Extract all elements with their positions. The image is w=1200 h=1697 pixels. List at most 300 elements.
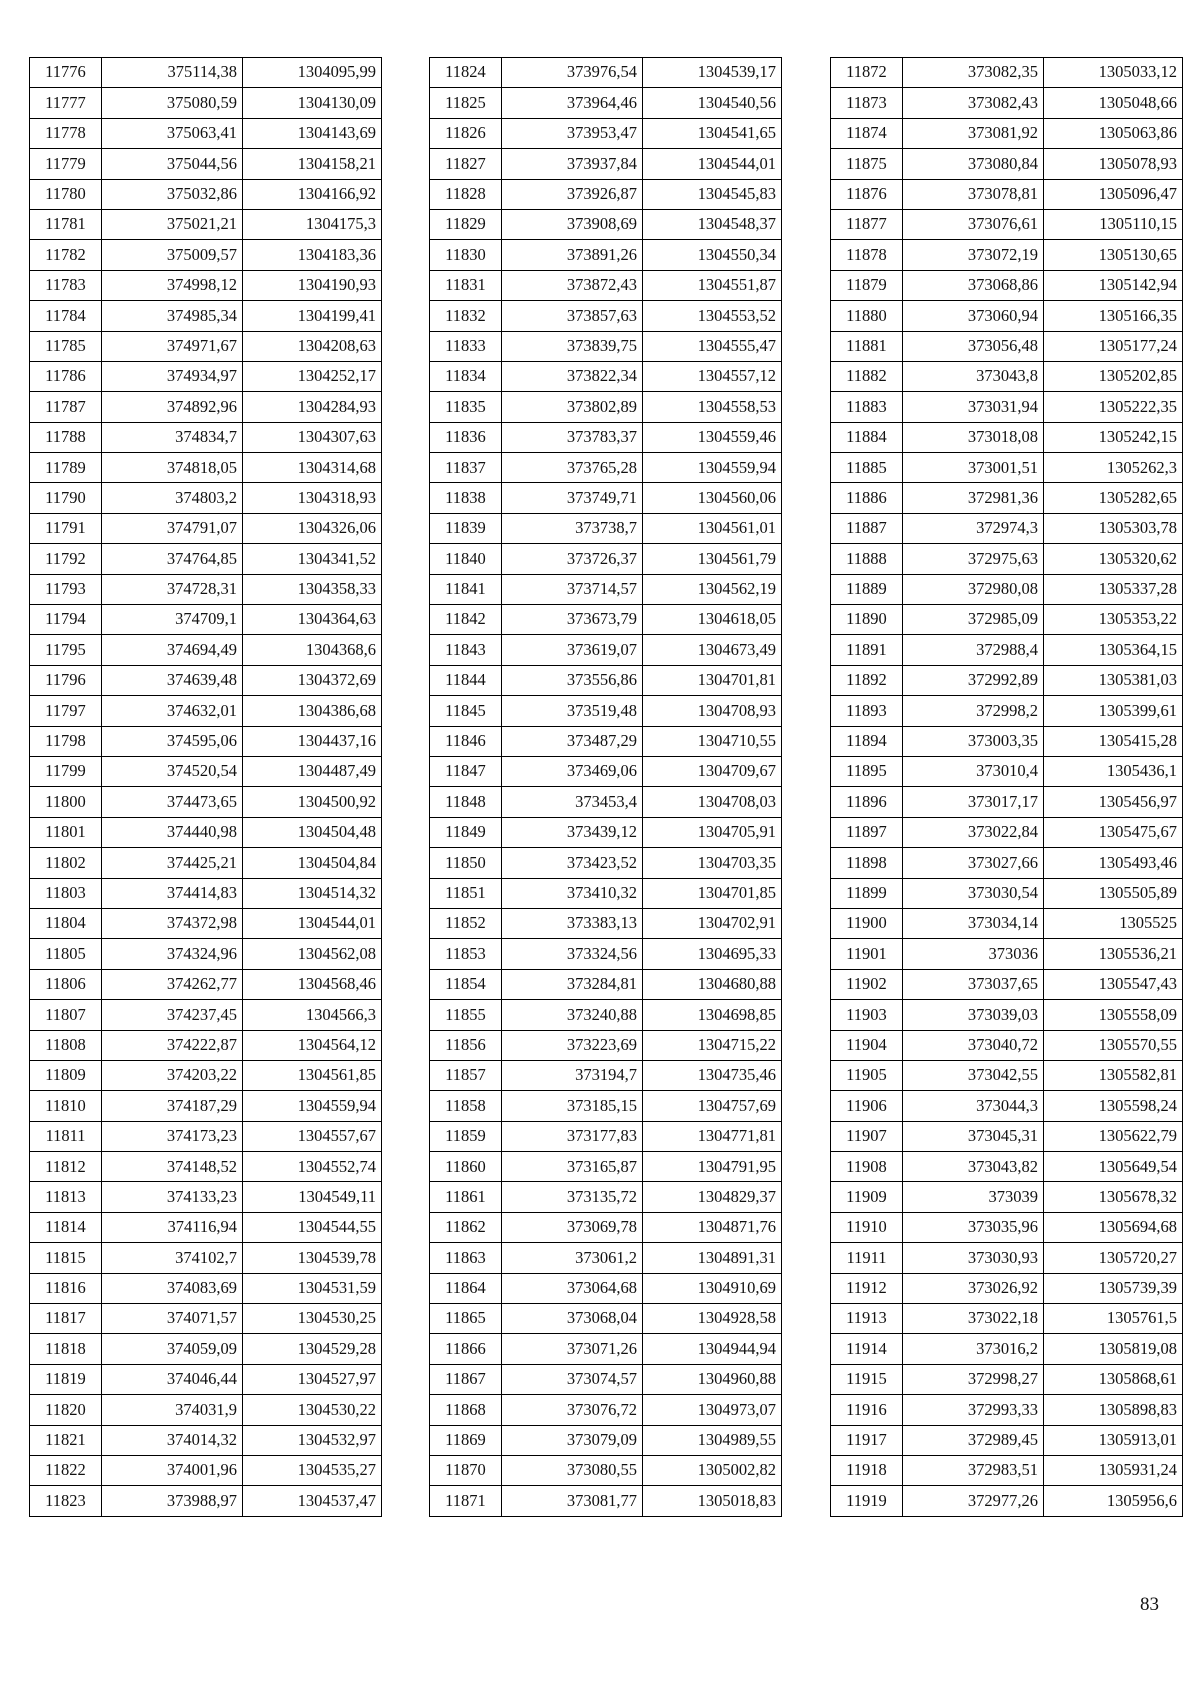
y-coordinate: 1305096,47 <box>1044 179 1183 209</box>
y-coordinate: 1305320,62 <box>1044 544 1183 574</box>
table-row <box>831 118 1183 148</box>
point-number: 11890 <box>831 605 903 635</box>
point-number: 11820 <box>30 1395 102 1425</box>
table-row <box>831 1212 1183 1242</box>
point-number: 11855 <box>430 1000 502 1030</box>
point-number: 11877 <box>831 209 903 239</box>
point-number: 11830 <box>430 240 502 270</box>
table-row <box>30 1030 382 1060</box>
point-number: 11795 <box>30 635 102 665</box>
point-number: 11840 <box>430 544 502 574</box>
x-coordinate: 373079,09 <box>502 1425 643 1455</box>
x-coordinate: 373074,57 <box>502 1364 643 1394</box>
y-coordinate: 1305570,55 <box>1044 1030 1183 1060</box>
y-coordinate: 1305202,85 <box>1044 361 1183 391</box>
x-coordinate: 374324,96 <box>102 939 243 969</box>
y-coordinate: 1304549,11 <box>243 1182 382 1212</box>
y-coordinate: 1304771,81 <box>643 1121 782 1151</box>
table-body <box>831 58 1183 1517</box>
table-row <box>430 58 782 88</box>
x-coordinate: 372981,36 <box>903 483 1044 513</box>
y-coordinate: 1304548,37 <box>643 209 782 239</box>
x-coordinate: 374102,7 <box>102 1243 243 1273</box>
table-body <box>30 58 382 1517</box>
y-coordinate: 1305381,03 <box>1044 665 1183 695</box>
table-row <box>30 817 382 847</box>
point-number: 11792 <box>30 544 102 574</box>
x-coordinate: 372989,45 <box>903 1425 1044 1455</box>
x-coordinate: 373022,84 <box>903 817 1044 847</box>
x-coordinate: 374834,7 <box>102 422 243 452</box>
point-number: 11853 <box>430 939 502 969</box>
x-coordinate: 373891,26 <box>502 240 643 270</box>
table-row <box>30 179 382 209</box>
x-coordinate: 373030,54 <box>903 878 1044 908</box>
point-number: 11871 <box>430 1486 502 1516</box>
x-coordinate: 374071,57 <box>102 1304 243 1334</box>
point-number: 11900 <box>831 908 903 938</box>
point-number: 11780 <box>30 179 102 209</box>
table-row <box>430 392 782 422</box>
x-coordinate: 373064,68 <box>502 1273 643 1303</box>
table-row <box>430 1060 782 1090</box>
y-coordinate: 1304541,65 <box>643 118 782 148</box>
y-coordinate: 1304705,91 <box>643 817 782 847</box>
y-coordinate: 1305582,81 <box>1044 1060 1183 1090</box>
x-coordinate: 373082,43 <box>903 88 1044 118</box>
point-number: 11850 <box>430 848 502 878</box>
y-coordinate: 1304208,63 <box>243 331 382 361</box>
point-number: 11891 <box>831 635 903 665</box>
y-coordinate: 1304530,22 <box>243 1395 382 1425</box>
point-number: 11785 <box>30 331 102 361</box>
x-coordinate: 374803,2 <box>102 483 243 513</box>
table-row <box>30 1486 382 1516</box>
table-row <box>831 240 1183 270</box>
x-coordinate: 373072,19 <box>903 240 1044 270</box>
point-number: 11822 <box>30 1455 102 1485</box>
table-row <box>30 1212 382 1242</box>
table-row <box>831 483 1183 513</box>
table-row <box>831 1395 1183 1425</box>
y-coordinate: 1304562,19 <box>643 574 782 604</box>
point-number: 11919 <box>831 1486 903 1516</box>
table-row <box>430 361 782 391</box>
table-row <box>30 1273 382 1303</box>
table-row <box>430 1486 782 1516</box>
point-number: 11882 <box>831 361 903 391</box>
y-coordinate: 1304540,56 <box>643 88 782 118</box>
x-coordinate: 374237,45 <box>102 1000 243 1030</box>
point-number: 11829 <box>430 209 502 239</box>
y-coordinate: 1305364,15 <box>1044 635 1183 665</box>
y-coordinate: 1304284,93 <box>243 392 382 422</box>
table-row <box>30 848 382 878</box>
x-coordinate: 374639,48 <box>102 665 243 695</box>
x-coordinate: 373017,17 <box>903 787 1044 817</box>
y-coordinate: 1305525 <box>1044 908 1183 938</box>
table-row <box>831 1304 1183 1334</box>
point-number: 11881 <box>831 331 903 361</box>
point-number: 11817 <box>30 1304 102 1334</box>
y-coordinate: 1304504,48 <box>243 817 382 847</box>
x-coordinate: 374595,06 <box>102 726 243 756</box>
point-number: 11873 <box>831 88 903 118</box>
table-row <box>430 483 782 513</box>
table-row <box>430 787 782 817</box>
y-coordinate: 1305456,97 <box>1044 787 1183 817</box>
point-number: 11836 <box>430 422 502 452</box>
x-coordinate: 373194,7 <box>502 1060 643 1090</box>
y-coordinate: 1304680,88 <box>643 969 782 999</box>
point-number: 11842 <box>430 605 502 635</box>
x-coordinate: 373453,4 <box>502 787 643 817</box>
table-row <box>430 1182 782 1212</box>
point-number: 11874 <box>831 118 903 148</box>
point-number: 11918 <box>831 1455 903 1485</box>
y-coordinate: 1305598,24 <box>1044 1091 1183 1121</box>
point-number: 11802 <box>30 848 102 878</box>
x-coordinate: 374440,98 <box>102 817 243 847</box>
y-coordinate: 1304561,79 <box>643 544 782 574</box>
table-row <box>831 179 1183 209</box>
x-coordinate: 374372,98 <box>102 908 243 938</box>
table-row <box>30 1000 382 1030</box>
x-coordinate: 372980,08 <box>903 574 1044 604</box>
point-number: 11884 <box>831 422 903 452</box>
y-coordinate: 1304618,05 <box>643 605 782 635</box>
point-number: 11846 <box>430 726 502 756</box>
y-coordinate: 1305166,35 <box>1044 301 1183 331</box>
y-coordinate: 1304175,3 <box>243 209 382 239</box>
x-coordinate: 373076,72 <box>502 1395 643 1425</box>
y-coordinate: 1304673,49 <box>643 635 782 665</box>
table-row <box>30 88 382 118</box>
table-row <box>831 58 1183 88</box>
x-coordinate: 373908,69 <box>502 209 643 239</box>
table-row <box>831 726 1183 756</box>
table-row <box>430 331 782 361</box>
x-coordinate: 373080,55 <box>502 1455 643 1485</box>
x-coordinate: 373056,48 <box>903 331 1044 361</box>
table-row <box>831 1334 1183 1364</box>
table-row <box>30 605 382 635</box>
y-coordinate: 1304710,55 <box>643 726 782 756</box>
point-number: 11838 <box>430 483 502 513</box>
table-row <box>430 878 782 908</box>
x-coordinate: 373937,84 <box>502 149 643 179</box>
table-row <box>30 787 382 817</box>
table-row <box>430 179 782 209</box>
x-coordinate: 373185,15 <box>502 1091 643 1121</box>
y-coordinate: 1304368,6 <box>243 635 382 665</box>
table-row <box>831 1455 1183 1485</box>
x-coordinate: 373439,12 <box>502 817 643 847</box>
table-row <box>30 483 382 513</box>
x-coordinate: 373469,06 <box>502 756 643 786</box>
point-number: 11790 <box>30 483 102 513</box>
x-coordinate: 373964,46 <box>502 88 643 118</box>
y-coordinate: 1305536,21 <box>1044 939 1183 969</box>
y-coordinate: 1304910,69 <box>643 1273 782 1303</box>
table-row <box>831 1091 1183 1121</box>
x-coordinate: 373068,86 <box>903 270 1044 300</box>
y-coordinate: 1304358,33 <box>243 574 382 604</box>
y-coordinate: 1304537,47 <box>243 1486 382 1516</box>
x-coordinate: 375021,21 <box>102 209 243 239</box>
point-number: 11852 <box>430 908 502 938</box>
y-coordinate: 1305415,28 <box>1044 726 1183 756</box>
y-coordinate: 1305956,6 <box>1044 1486 1183 1516</box>
x-coordinate: 373061,2 <box>502 1243 643 1273</box>
point-number: 11807 <box>30 1000 102 1030</box>
point-number: 11808 <box>30 1030 102 1060</box>
x-coordinate: 373857,63 <box>502 301 643 331</box>
point-number: 11851 <box>430 878 502 908</box>
y-coordinate: 1304568,46 <box>243 969 382 999</box>
point-number: 11915 <box>831 1364 903 1394</box>
table-row <box>30 1364 382 1394</box>
table-row <box>30 301 382 331</box>
point-number: 11867 <box>430 1364 502 1394</box>
y-coordinate: 1304544,01 <box>643 149 782 179</box>
table-row <box>30 392 382 422</box>
y-coordinate: 1305222,35 <box>1044 392 1183 422</box>
y-coordinate: 1304437,16 <box>243 726 382 756</box>
table-row <box>430 1121 782 1151</box>
point-number: 11826 <box>430 118 502 148</box>
y-coordinate: 1304531,59 <box>243 1273 382 1303</box>
table-row <box>430 1395 782 1425</box>
table-row <box>831 1182 1183 1212</box>
table-row <box>30 1425 382 1455</box>
x-coordinate: 373037,65 <box>903 969 1044 999</box>
table-row <box>831 1364 1183 1394</box>
table-row <box>30 331 382 361</box>
point-number: 11783 <box>30 270 102 300</box>
y-coordinate: 1304539,17 <box>643 58 782 88</box>
point-number: 11863 <box>430 1243 502 1273</box>
point-number: 11909 <box>831 1182 903 1212</box>
table-row <box>430 88 782 118</box>
table-row <box>30 1334 382 1364</box>
y-coordinate: 1304559,94 <box>643 453 782 483</box>
point-number: 11859 <box>430 1121 502 1151</box>
x-coordinate: 374148,52 <box>102 1152 243 1182</box>
y-coordinate: 1305558,09 <box>1044 1000 1183 1030</box>
x-coordinate: 373039,03 <box>903 1000 1044 1030</box>
y-coordinate: 1304550,34 <box>643 240 782 270</box>
table-row <box>30 58 382 88</box>
y-coordinate: 1304314,68 <box>243 453 382 483</box>
x-coordinate: 372998,2 <box>903 696 1044 726</box>
point-number: 11912 <box>831 1273 903 1303</box>
y-coordinate: 1304561,01 <box>643 513 782 543</box>
x-coordinate: 373487,29 <box>502 726 643 756</box>
y-coordinate: 1304158,21 <box>243 149 382 179</box>
y-coordinate: 1305078,93 <box>1044 149 1183 179</box>
y-coordinate: 1304871,76 <box>643 1212 782 1242</box>
x-coordinate: 374764,85 <box>102 544 243 574</box>
coordinate-table-2 <box>429 57 782 1517</box>
y-coordinate: 1304130,09 <box>243 88 382 118</box>
y-coordinate: 1304561,85 <box>243 1060 382 1090</box>
y-coordinate: 1304552,74 <box>243 1152 382 1182</box>
point-number: 11811 <box>30 1121 102 1151</box>
point-number: 11784 <box>30 301 102 331</box>
point-number: 11831 <box>430 270 502 300</box>
x-coordinate: 374632,01 <box>102 696 243 726</box>
table-row <box>30 1182 382 1212</box>
point-number: 11799 <box>30 756 102 786</box>
table-row <box>30 1455 382 1485</box>
point-number: 11892 <box>831 665 903 695</box>
y-coordinate: 1304944,94 <box>643 1334 782 1364</box>
x-coordinate: 374818,05 <box>102 453 243 483</box>
table-row <box>430 817 782 847</box>
table-row <box>430 422 782 452</box>
y-coordinate: 1305739,39 <box>1044 1273 1183 1303</box>
point-number: 11916 <box>831 1395 903 1425</box>
table-row <box>430 118 782 148</box>
table-row <box>430 1364 782 1394</box>
y-coordinate: 1305262,3 <box>1044 453 1183 483</box>
table-row <box>831 270 1183 300</box>
point-number: 11800 <box>30 787 102 817</box>
table-row <box>831 513 1183 543</box>
y-coordinate: 1305868,61 <box>1044 1364 1183 1394</box>
table-row <box>831 574 1183 604</box>
y-coordinate: 1305761,5 <box>1044 1304 1183 1334</box>
point-number: 11898 <box>831 848 903 878</box>
table-row <box>30 240 382 270</box>
point-number: 11776 <box>30 58 102 88</box>
table-row <box>831 392 1183 422</box>
table-row <box>831 1425 1183 1455</box>
y-coordinate: 1304535,27 <box>243 1455 382 1485</box>
y-coordinate: 1305282,65 <box>1044 483 1183 513</box>
point-number: 11845 <box>430 696 502 726</box>
y-coordinate: 1304960,88 <box>643 1364 782 1394</box>
point-number: 11823 <box>30 1486 102 1516</box>
x-coordinate: 374971,67 <box>102 331 243 361</box>
x-coordinate: 374173,23 <box>102 1121 243 1151</box>
y-coordinate: 1304559,46 <box>643 422 782 452</box>
point-number: 11868 <box>430 1395 502 1425</box>
point-number: 11878 <box>831 240 903 270</box>
x-coordinate: 373802,89 <box>502 392 643 422</box>
x-coordinate: 373060,94 <box>903 301 1044 331</box>
x-coordinate: 373872,43 <box>502 270 643 300</box>
point-number: 11781 <box>30 209 102 239</box>
point-number: 11796 <box>30 665 102 695</box>
point-number: 11794 <box>30 605 102 635</box>
y-coordinate: 1305399,61 <box>1044 696 1183 726</box>
y-coordinate: 1305720,27 <box>1044 1243 1183 1273</box>
x-coordinate: 373749,71 <box>502 483 643 513</box>
y-coordinate: 1304557,67 <box>243 1121 382 1151</box>
y-coordinate: 1304500,92 <box>243 787 382 817</box>
point-number: 11866 <box>430 1334 502 1364</box>
table-body <box>430 58 782 1517</box>
table-row <box>831 696 1183 726</box>
x-coordinate: 373726,37 <box>502 544 643 574</box>
x-coordinate: 373953,47 <box>502 118 643 148</box>
x-coordinate: 374473,65 <box>102 787 243 817</box>
point-number: 11862 <box>430 1212 502 1242</box>
x-coordinate: 375009,57 <box>102 240 243 270</box>
table-row <box>430 1000 782 1030</box>
y-coordinate: 1305493,46 <box>1044 848 1183 878</box>
table-row <box>831 361 1183 391</box>
y-coordinate: 1304326,06 <box>243 513 382 543</box>
table-row <box>30 756 382 786</box>
table-row <box>430 1030 782 1060</box>
table-row <box>831 1152 1183 1182</box>
table-row <box>430 1152 782 1182</box>
y-coordinate: 1304199,41 <box>243 301 382 331</box>
y-coordinate: 1304318,93 <box>243 483 382 513</box>
y-coordinate: 1304166,92 <box>243 179 382 209</box>
y-coordinate: 1305002,82 <box>643 1455 782 1485</box>
point-number: 11812 <box>30 1152 102 1182</box>
table-row <box>831 1243 1183 1273</box>
y-coordinate: 1304544,01 <box>243 908 382 938</box>
x-coordinate: 373010,4 <box>903 756 1044 786</box>
y-coordinate: 1304530,25 <box>243 1304 382 1334</box>
y-coordinate: 1305130,65 <box>1044 240 1183 270</box>
x-coordinate: 374116,94 <box>102 1212 243 1242</box>
table-row <box>30 969 382 999</box>
y-coordinate: 1304553,52 <box>643 301 782 331</box>
x-coordinate: 373822,34 <box>502 361 643 391</box>
y-coordinate: 1304791,95 <box>643 1152 782 1182</box>
x-coordinate: 373043,82 <box>903 1152 1044 1182</box>
y-coordinate: 1305303,78 <box>1044 513 1183 543</box>
x-coordinate: 374031,9 <box>102 1395 243 1425</box>
y-coordinate: 1304891,31 <box>643 1243 782 1273</box>
table-row <box>430 665 782 695</box>
point-number: 11864 <box>430 1273 502 1303</box>
table-row <box>30 149 382 179</box>
point-number: 11833 <box>430 331 502 361</box>
point-number: 11901 <box>831 939 903 969</box>
x-coordinate: 374414,83 <box>102 878 243 908</box>
y-coordinate: 1305931,24 <box>1044 1455 1183 1485</box>
table-row <box>831 88 1183 118</box>
point-number: 11849 <box>430 817 502 847</box>
y-coordinate: 1304555,47 <box>643 331 782 361</box>
table-row <box>831 756 1183 786</box>
x-coordinate: 373042,55 <box>903 1060 1044 1090</box>
point-number: 11824 <box>430 58 502 88</box>
y-coordinate: 1305694,68 <box>1044 1212 1183 1242</box>
point-number: 11860 <box>430 1152 502 1182</box>
x-coordinate: 374728,31 <box>102 574 243 604</box>
y-coordinate: 1305063,86 <box>1044 118 1183 148</box>
x-coordinate: 373165,87 <box>502 1152 643 1182</box>
point-number: 11789 <box>30 453 102 483</box>
table-row <box>831 1121 1183 1151</box>
y-coordinate: 1304252,17 <box>243 361 382 391</box>
x-coordinate: 372992,89 <box>903 665 1044 695</box>
x-coordinate: 373619,07 <box>502 635 643 665</box>
point-number: 11798 <box>30 726 102 756</box>
y-coordinate: 1304504,84 <box>243 848 382 878</box>
x-coordinate: 373022,18 <box>903 1304 1044 1334</box>
x-coordinate: 372977,26 <box>903 1486 1044 1516</box>
y-coordinate: 1304973,07 <box>643 1395 782 1425</box>
